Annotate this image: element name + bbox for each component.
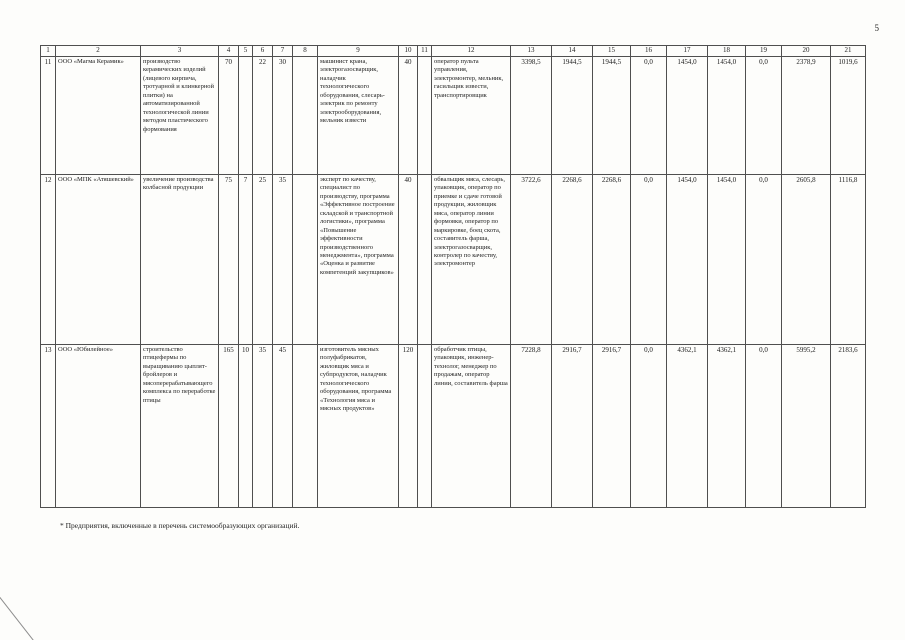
- table-row: [41, 345, 866, 508]
- table-cell: 0,0: [746, 57, 782, 175]
- column-header: 3: [141, 46, 219, 57]
- column-header: 21: [831, 46, 866, 57]
- table-cell: [418, 175, 432, 345]
- table-header-row: [41, 46, 866, 57]
- table-cell: ООО «Магма Керамик»: [56, 57, 141, 175]
- column-header: 5: [239, 46, 253, 57]
- page-number: 5: [874, 23, 879, 33]
- table-cell: 1454,0: [667, 175, 708, 345]
- table-cell: 1019,6: [831, 57, 866, 175]
- table-cell: 1454,0: [708, 57, 746, 175]
- table-cell: 7228,8: [511, 345, 552, 508]
- table-cell: 13: [41, 345, 56, 508]
- table-cell: 0,0: [631, 57, 667, 175]
- table-cell: 0,0: [631, 345, 667, 508]
- table-cell: 2916,7: [593, 345, 631, 508]
- column-header: 11: [418, 46, 432, 57]
- table-cell: эксперт по качеству, специалист по производству, программа «Эффективное построение складской и транспортной логистики», программа «Повышение эффективности производственного менеджмента», программа «Оценка и развитие компетенций закупщиков»: [318, 175, 399, 345]
- table-cell: 3722,6: [511, 175, 552, 345]
- column-header: 7: [273, 46, 293, 57]
- table-cell: строительство птицефермы по выращиванию цыплят-бройлеров и мясоперерабатывающего комплекса по переработке птицы: [141, 345, 219, 508]
- table-cell: изготовитель мясных полуфабрикатов, жиловщик мяса и субпродуктов, наладчик технологического оборудования, программа «Технология мяса и мясных продуктов»: [318, 345, 399, 508]
- table-cell: 75: [219, 175, 239, 345]
- table-cell: 2268,6: [552, 175, 593, 345]
- table-cell: 1454,0: [667, 57, 708, 175]
- table-row: [41, 175, 866, 345]
- table-cell: 0,0: [631, 175, 667, 345]
- column-header: 8: [293, 46, 318, 57]
- table-cell: 4362,1: [708, 345, 746, 508]
- table-cell: увеличение производства колбасной продукции: [141, 175, 219, 345]
- data-table: [40, 45, 866, 508]
- table-cell: 1454,0: [708, 175, 746, 345]
- table-cell: 3398,5: [511, 57, 552, 175]
- column-header: 4: [219, 46, 239, 57]
- column-header: 6: [253, 46, 273, 57]
- table-cell: 35: [253, 345, 273, 508]
- column-header: 16: [631, 46, 667, 57]
- table-cell: 2378,9: [782, 57, 831, 175]
- column-header: 12: [432, 46, 511, 57]
- table-row: [41, 57, 866, 175]
- table-cell: 0,0: [746, 175, 782, 345]
- table-cell: 120: [399, 345, 418, 508]
- table-cell: 11: [41, 57, 56, 175]
- footnote: * Предприятия, включенные в перечень системообразующих организаций.: [60, 521, 300, 530]
- table-cell: [293, 57, 318, 175]
- column-header: 10: [399, 46, 418, 57]
- table-cell: [239, 57, 253, 175]
- table-cell: 40: [399, 175, 418, 345]
- table-cell: 1116,8: [831, 175, 866, 345]
- table-cell: 45: [273, 345, 293, 508]
- column-header: 17: [667, 46, 708, 57]
- table-cell: 4362,1: [667, 345, 708, 508]
- table-cell: 10: [239, 345, 253, 508]
- column-header: 9: [318, 46, 399, 57]
- table-cell: 1944,5: [593, 57, 631, 175]
- table-cell: 165: [219, 345, 239, 508]
- table-cell: [293, 175, 318, 345]
- column-header: 2: [56, 46, 141, 57]
- table-cell: ООО «Юбилейное»: [56, 345, 141, 508]
- column-header: 1: [41, 46, 56, 57]
- table-cell: обвальщик мяса, слесарь, упаковщик, оператор по приемке и сдаче готовой продукции, жиловщик мяса, оператор линии формовки, оператор по маркировке, боец скота, составитель фарша, электрогазосварщик, контролер по качеству, электромонтер: [432, 175, 511, 345]
- table-cell: [418, 57, 432, 175]
- column-header: 13: [511, 46, 552, 57]
- table-cell: 70: [219, 57, 239, 175]
- table-cell: 25: [253, 175, 273, 345]
- table-cell: 40: [399, 57, 418, 175]
- table-cell: 2183,6: [831, 345, 866, 508]
- table-cell: 2605,8: [782, 175, 831, 345]
- table-cell: 0,0: [746, 345, 782, 508]
- column-header: 18: [708, 46, 746, 57]
- table-cell: производство керамических изделий (лицевого кирпича, тротуарной и клинкерной плитки) на автоматизированной технологической линии методом пластического формования: [141, 57, 219, 175]
- column-header: 19: [746, 46, 782, 57]
- table-cell: 30: [273, 57, 293, 175]
- table-cell: 7: [239, 175, 253, 345]
- table-cell: 1944,5: [552, 57, 593, 175]
- column-header: 20: [782, 46, 831, 57]
- table-cell: 35: [273, 175, 293, 345]
- table-cell: ООО «МПК «Атяшевский»: [56, 175, 141, 345]
- table-cell: обработчик птицы, упаковщик, инженер-технолог, менеджер по продажам, оператор линии, составитель фарша: [432, 345, 511, 508]
- table-cell: 5995,2: [782, 345, 831, 508]
- column-header: 15: [593, 46, 631, 57]
- table-cell: оператор пульта управления, электромонтер, мельник, гасильщик извести, транспортировщик: [432, 57, 511, 175]
- table-cell: 12: [41, 175, 56, 345]
- scan-artifact-line: [0, 584, 38, 640]
- table-cell: 2916,7: [552, 345, 593, 508]
- table-cell: 22: [253, 57, 273, 175]
- column-header: 14: [552, 46, 593, 57]
- table-cell: машинист крана, электрогазосварщик, наладчик технологического оборудования, слесарь-электрик по ремонту электрооборудования, мельник извести: [318, 57, 399, 175]
- table-cell: [418, 345, 432, 508]
- table-cell: 2268,6: [593, 175, 631, 345]
- table-cell: [293, 345, 318, 508]
